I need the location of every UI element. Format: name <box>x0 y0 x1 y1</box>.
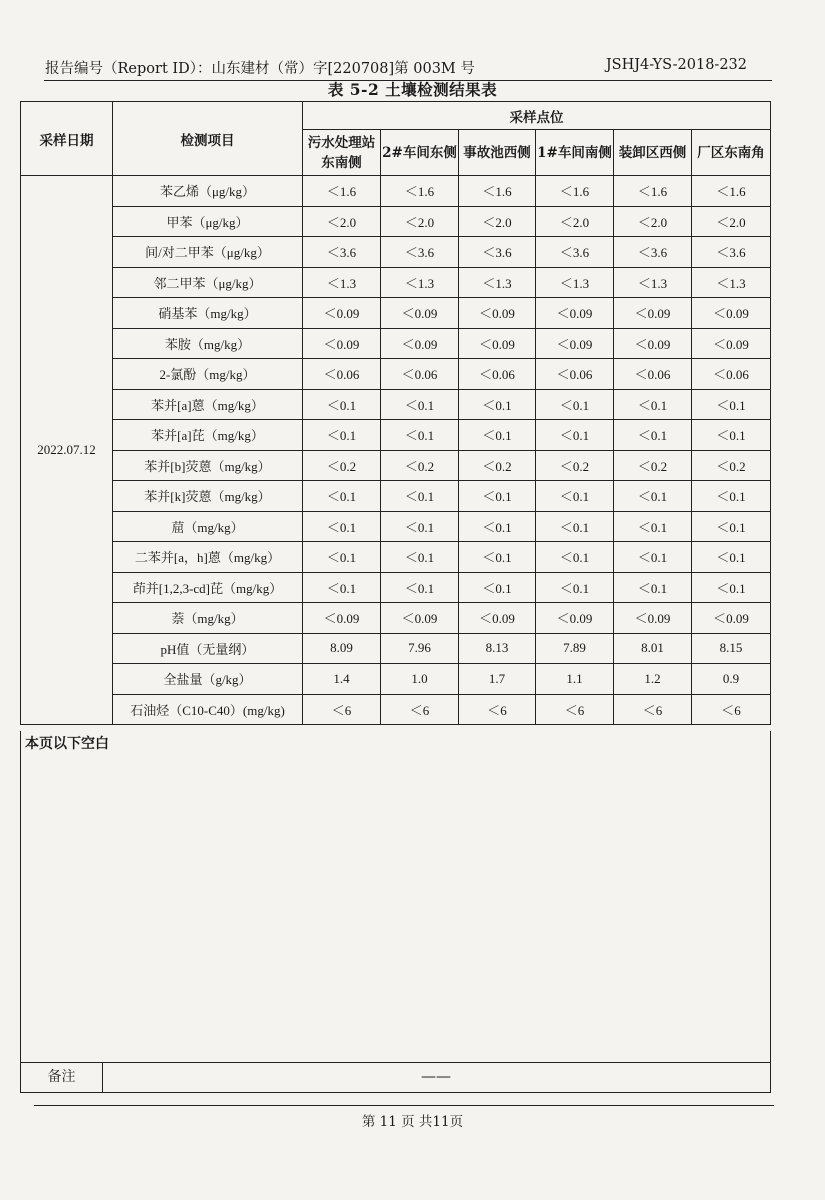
remarks-label: 备注 <box>21 1063 103 1092</box>
result-value-cell: ＜0.09 <box>459 603 536 634</box>
result-value-cell: ＜2.0 <box>459 206 536 237</box>
table-row <box>21 603 771 634</box>
result-value-cell: ＜0.1 <box>614 481 692 512</box>
result-value-cell: ＜0.1 <box>692 420 771 451</box>
header-sampling-date: 采样日期 <box>21 102 113 176</box>
result-value-cell: ＜2.0 <box>536 206 614 237</box>
result-value-cell: ＜0.1 <box>381 481 459 512</box>
result-value-cell: ＜0.06 <box>459 359 536 390</box>
result-value-cell: 1.1 <box>536 664 614 695</box>
result-value-cell: ＜0.09 <box>692 603 771 634</box>
header-point: 污水处理站东南侧 <box>303 130 381 176</box>
result-value-cell: ＜0.09 <box>614 298 692 329</box>
result-value-cell: ＜6 <box>536 694 614 725</box>
test-item-cell: 茚并[1,2,3-cd]芘（mg/kg） <box>113 572 303 603</box>
table-row <box>21 420 771 451</box>
result-value-cell: ＜0.2 <box>381 450 459 481</box>
result-value-cell: ＜0.09 <box>459 328 536 359</box>
result-value-cell: ＜0.09 <box>692 328 771 359</box>
result-value-cell: ＜0.1 <box>614 511 692 542</box>
result-value-cell: ＜0.1 <box>614 572 692 603</box>
result-value-cell: ＜0.2 <box>536 450 614 481</box>
result-value-cell: ＜6 <box>692 694 771 725</box>
result-value-cell: ＜2.0 <box>303 206 381 237</box>
table-row <box>21 237 771 268</box>
result-value-cell: ＜0.1 <box>614 420 692 451</box>
result-value-cell: 1.7 <box>459 664 536 695</box>
result-value-cell: ＜0.1 <box>381 420 459 451</box>
table-row <box>21 206 771 237</box>
result-value-cell: ＜1.3 <box>459 267 536 298</box>
table-row <box>21 694 771 725</box>
result-value-cell: ＜0.1 <box>459 389 536 420</box>
result-value-cell: ＜1.6 <box>459 176 536 207</box>
result-value-cell: ＜0.1 <box>692 389 771 420</box>
result-value-cell: ＜0.06 <box>381 359 459 390</box>
result-value-cell: ＜0.09 <box>614 603 692 634</box>
result-value-cell: ＜0.1 <box>536 572 614 603</box>
result-value-cell: ＜1.3 <box>692 267 771 298</box>
result-value-cell: ＜0.1 <box>692 572 771 603</box>
result-value-cell: ＜3.6 <box>381 237 459 268</box>
result-value-cell: ＜0.09 <box>303 603 381 634</box>
result-value-cell: ＜6 <box>459 694 536 725</box>
result-value-cell: 0.9 <box>692 664 771 695</box>
result-value-cell: ＜0.1 <box>303 511 381 542</box>
result-value-cell: ＜1.6 <box>303 176 381 207</box>
blank-area <box>20 731 771 1093</box>
result-value-cell: ＜0.1 <box>692 511 771 542</box>
result-value-cell: ＜1.6 <box>381 176 459 207</box>
result-value-cell: 1.4 <box>303 664 381 695</box>
header-point: 装卸区西侧 <box>614 130 692 176</box>
result-value-cell: ＜0.1 <box>303 389 381 420</box>
result-value-cell: 7.89 <box>536 633 614 664</box>
result-value-cell: 7.96 <box>381 633 459 664</box>
test-item-cell: 甲苯（μg/kg） <box>113 206 303 237</box>
test-item-cell: 全盐量（g/kg） <box>113 664 303 695</box>
table-row <box>21 450 771 481</box>
test-item-cell: 䓛（mg/kg） <box>113 511 303 542</box>
result-value-cell: ＜0.2 <box>459 450 536 481</box>
result-value-cell: ＜0.09 <box>459 298 536 329</box>
header-test-item: 检测项目 <box>113 102 303 176</box>
result-value-cell: ＜0.1 <box>303 481 381 512</box>
result-value-cell: ＜3.6 <box>536 237 614 268</box>
result-value-cell: 1.2 <box>614 664 692 695</box>
result-value-cell: 1.0 <box>381 664 459 695</box>
result-value-cell: 8.13 <box>459 633 536 664</box>
table-row <box>21 633 771 664</box>
table-body <box>21 176 771 725</box>
table-row <box>21 389 771 420</box>
result-value-cell: ＜0.2 <box>692 450 771 481</box>
result-value-cell: 8.15 <box>692 633 771 664</box>
remarks-value: —— <box>421 1067 451 1085</box>
result-value-cell: ＜3.6 <box>303 237 381 268</box>
result-value-cell: ＜0.09 <box>303 328 381 359</box>
test-item-cell: 石油烃（C10-C40）(mg/kg) <box>113 694 303 725</box>
result-value-cell: ＜0.1 <box>381 542 459 573</box>
table-title: 表 5-2 土壤检测结果表 <box>327 80 498 99</box>
result-value-cell: ＜2.0 <box>614 206 692 237</box>
result-value-cell: ＜0.1 <box>459 572 536 603</box>
table-row <box>21 664 771 695</box>
result-value-cell: ＜0.1 <box>381 572 459 603</box>
result-value-cell: ＜1.6 <box>614 176 692 207</box>
result-value-cell: ＜0.1 <box>381 389 459 420</box>
result-value-cell: ＜0.06 <box>692 359 771 390</box>
header-sampling-points: 采样点位 <box>303 102 771 130</box>
result-value-cell: ＜0.1 <box>459 420 536 451</box>
table-row <box>21 176 771 207</box>
result-value-cell: ＜1.6 <box>536 176 614 207</box>
result-value-cell: ＜0.06 <box>303 359 381 390</box>
document-code: JSHJ4-YS-2018-232 <box>605 57 747 73</box>
table-row <box>21 572 771 603</box>
result-value-cell: ＜0.1 <box>459 481 536 512</box>
result-value-cell: ＜1.3 <box>381 267 459 298</box>
table-row <box>21 481 771 512</box>
page-number: 第 11 页 共11页 <box>361 1114 464 1130</box>
result-value-cell: ＜0.2 <box>614 450 692 481</box>
result-value-cell: ＜0.1 <box>536 511 614 542</box>
table-row <box>21 328 771 359</box>
result-value-cell: ＜0.09 <box>692 298 771 329</box>
table-row <box>21 511 771 542</box>
result-value-cell: 8.09 <box>303 633 381 664</box>
footer-divider <box>34 1105 774 1106</box>
result-value-cell: ＜0.1 <box>303 420 381 451</box>
header-point: 事故池西侧 <box>459 130 536 176</box>
table-row <box>21 298 771 329</box>
result-value-cell: ＜1.6 <box>692 176 771 207</box>
result-value-cell: ＜0.1 <box>303 542 381 573</box>
remarks-row <box>21 1062 770 1092</box>
result-value-cell: ＜0.06 <box>536 359 614 390</box>
test-item-cell: 邻二甲苯（μg/kg） <box>113 267 303 298</box>
result-value-cell: ＜6 <box>303 694 381 725</box>
result-value-cell: ＜6 <box>614 694 692 725</box>
table-row <box>21 542 771 573</box>
table-row <box>21 267 771 298</box>
result-value-cell: ＜1.3 <box>303 267 381 298</box>
result-value-cell: ＜0.06 <box>614 359 692 390</box>
test-item-cell: 2-氯酚（mg/kg） <box>113 359 303 390</box>
result-value-cell: ＜0.1 <box>459 511 536 542</box>
test-item-cell: 硝基苯（mg/kg） <box>113 298 303 329</box>
result-value-cell: ＜0.09 <box>381 603 459 634</box>
test-item-cell: 苯乙烯（μg/kg） <box>113 176 303 207</box>
result-value-cell: ＜0.1 <box>614 542 692 573</box>
test-item-cell: 苯胺（mg/kg） <box>113 328 303 359</box>
result-value-cell: ＜0.09 <box>381 328 459 359</box>
result-value-cell: ＜0.1 <box>614 389 692 420</box>
result-value-cell: ＜0.1 <box>381 511 459 542</box>
result-value-cell: ＜0.1 <box>303 572 381 603</box>
test-item-cell: 间/对二甲苯（μg/kg） <box>113 237 303 268</box>
result-value-cell: ＜3.6 <box>692 237 771 268</box>
result-value-cell: ＜0.09 <box>614 328 692 359</box>
result-value-cell: ＜0.09 <box>536 603 614 634</box>
report-id: 报告编号（Report ID）：山东建材（常）字[220708]第 003M 号 <box>45 61 475 77</box>
sampling-date-cell: 2022.07.12 <box>21 176 113 725</box>
blank-below-note: 本页以下空白 <box>25 736 109 752</box>
test-item-cell: 苯并[b]荧蒽（mg/kg） <box>113 450 303 481</box>
result-value-cell: ＜0.09 <box>536 328 614 359</box>
test-item-cell: 苯并[a]蒽（mg/kg） <box>113 389 303 420</box>
result-value-cell: ＜3.6 <box>614 237 692 268</box>
result-value-cell: ＜0.1 <box>536 389 614 420</box>
test-item-cell: pH值（无量纲） <box>113 633 303 664</box>
result-value-cell: ＜0.09 <box>381 298 459 329</box>
result-value-cell: ＜1.3 <box>614 267 692 298</box>
result-value-cell: ＜0.1 <box>536 420 614 451</box>
result-value-cell: ＜3.6 <box>459 237 536 268</box>
result-value-cell: ＜0.2 <box>303 450 381 481</box>
result-value-cell: 8.01 <box>614 633 692 664</box>
test-item-cell: 萘（mg/kg） <box>113 603 303 634</box>
result-value-cell: ＜1.3 <box>536 267 614 298</box>
result-value-cell: ＜0.1 <box>692 542 771 573</box>
header-point: 厂区东南角 <box>692 130 771 176</box>
header-point: 2#车间东侧 <box>381 130 459 176</box>
result-value-cell: ＜0.1 <box>536 481 614 512</box>
table-row <box>21 359 771 390</box>
header-point: 1#车间南侧 <box>536 130 614 176</box>
result-value-cell: ＜2.0 <box>381 206 459 237</box>
result-value-cell: ＜0.1 <box>536 542 614 573</box>
test-item-cell: 苯并[k]荧蒽（mg/kg） <box>113 481 303 512</box>
test-item-cell: 苯并[a]芘（mg/kg） <box>113 420 303 451</box>
result-value-cell: ＜0.09 <box>536 298 614 329</box>
soil-results-table <box>20 101 771 725</box>
result-value-cell: ＜6 <box>381 694 459 725</box>
result-value-cell: ＜0.09 <box>303 298 381 329</box>
result-value-cell: ＜0.1 <box>459 542 536 573</box>
result-value-cell: ＜0.1 <box>692 481 771 512</box>
test-item-cell: 二苯并[a，h]蒽（mg/kg） <box>113 542 303 573</box>
result-value-cell: ＜2.0 <box>692 206 771 237</box>
